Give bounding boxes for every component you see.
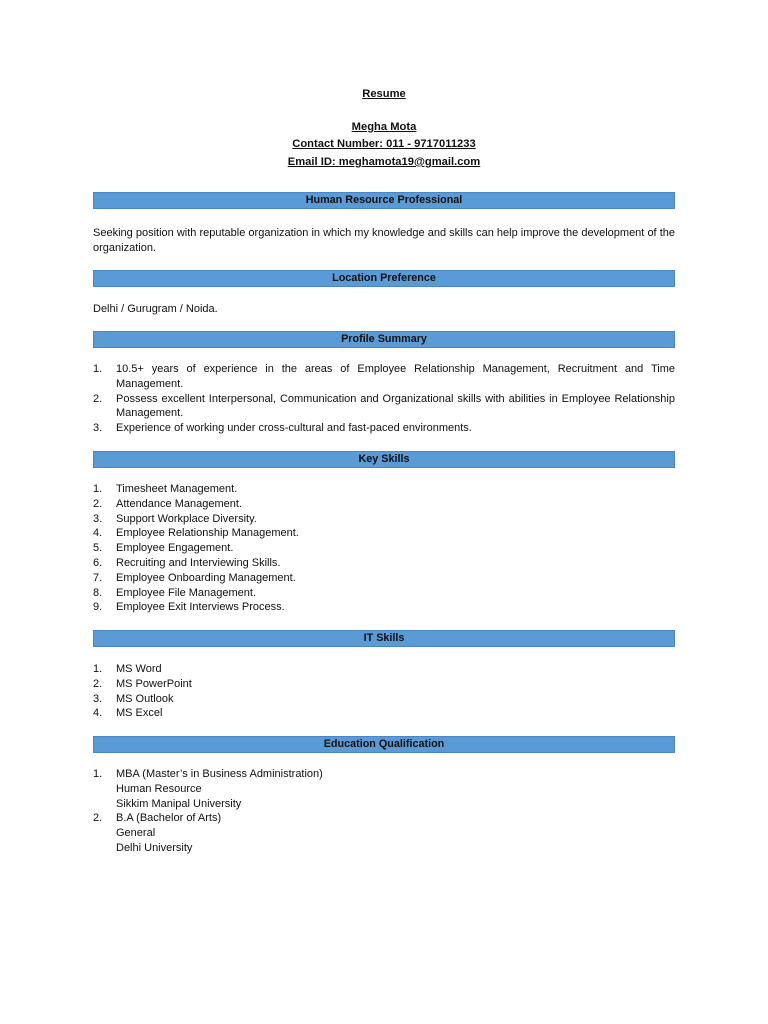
list-text: MS PowerPoint <box>116 677 192 690</box>
list-text: Employee Exit Interviews Process. <box>116 601 285 614</box>
institution-text: Delhi University <box>116 841 193 854</box>
list-item <box>93 421 675 436</box>
profile-summary-list <box>93 362 675 436</box>
list-text: Employee Relationship Management. <box>116 527 299 540</box>
section-heading-it-skills: IT Skills <box>93 630 675 647</box>
section-heading-education: Education Qualification <box>93 736 675 753</box>
section-heading-profile: Profile Summary <box>93 331 675 348</box>
list-item <box>93 362 675 392</box>
degree-text: B.A (Bachelor of Arts) <box>116 812 222 825</box>
list-number: 2. <box>93 677 103 690</box>
major-text: General <box>116 827 156 840</box>
list-number: 6. <box>93 556 103 569</box>
major-text: Human Resource <box>116 782 202 795</box>
list-text: Employee Engagement. <box>116 542 234 555</box>
list-item <box>93 662 675 677</box>
degree-text: MBA (Master’s in Business Administration) <box>116 768 323 780</box>
list-text: Attendance Management. <box>116 497 242 510</box>
list-number: 1. <box>93 768 103 780</box>
list-item <box>93 600 675 615</box>
list-text: MS Word <box>116 663 162 675</box>
list-number: 1. <box>93 663 103 675</box>
resume-title: Resume <box>362 88 406 100</box>
list-text: Possess excellent Interpersonal, Communication and Organizational skills with abilities in Employee Relationship Management. <box>116 392 675 420</box>
list-text: Timesheet Management. <box>116 483 238 495</box>
list-number: 2. <box>93 392 103 405</box>
list-item <box>93 392 675 422</box>
list-item <box>93 482 675 497</box>
list-text: Experience of working under cross-cultural and fast-paced environments. <box>116 422 472 435</box>
list-item <box>93 541 675 556</box>
contact-number: Contact Number: 011 - 9717011233 <box>292 138 476 150</box>
list-number: 3. <box>93 512 103 525</box>
list-number: 2. <box>93 497 103 510</box>
list-text: Support Workplace Diversity. <box>116 512 257 525</box>
list-item <box>93 706 675 721</box>
list-item <box>93 677 675 692</box>
objective-text: Seeking position with reputable organization in which my knowledge and skills can help improve the development of the organization. <box>93 227 675 254</box>
list-item <box>93 556 675 571</box>
list-item <box>93 692 675 707</box>
list-item <box>93 497 675 512</box>
list-number: 9. <box>93 601 103 614</box>
location-text: Delhi / Gurugram / Noida. <box>93 303 218 315</box>
section-heading-key-skills: Key Skills <box>93 451 675 468</box>
list-number: 1. <box>93 483 103 495</box>
section-heading-objective: Human Resource Professional <box>93 192 675 209</box>
institution-text: Sikkim Manipal University <box>116 797 242 810</box>
list-text: Employee File Management. <box>116 586 257 599</box>
education-list <box>93 767 675 856</box>
list-number: 7. <box>93 571 103 584</box>
email-id: Email ID: meghamota19@gmail.com <box>287 156 481 168</box>
list-text: 10.5+ years of experience in the areas of Employee Relationship Management, Recruitment and Time Management. <box>116 363 675 390</box>
list-item <box>93 586 675 601</box>
list-number: 3. <box>93 692 103 705</box>
list-text: MS Excel <box>116 707 163 720</box>
list-number: 4. <box>93 527 103 540</box>
list-item <box>93 526 675 541</box>
list-number: 1. <box>93 363 103 375</box>
key-skills-list <box>93 482 675 615</box>
list-item <box>93 512 675 527</box>
it-skills-list <box>93 662 675 721</box>
list-text: Recruiting and Interviewing Skills. <box>116 556 281 569</box>
list-number: 3. <box>93 422 103 435</box>
list-text: MS Outlook <box>116 692 174 705</box>
list-number: 4. <box>93 707 103 720</box>
list-item <box>93 571 675 586</box>
list-number: 2. <box>93 812 103 825</box>
list-text: Employee Onboarding Management. <box>116 571 296 584</box>
list-number: 8. <box>93 586 103 599</box>
list-item <box>93 767 675 811</box>
section-heading-location: Location Preference <box>93 270 675 287</box>
list-number: 5. <box>93 542 103 555</box>
candidate-name: Megha Mota <box>351 121 417 133</box>
list-item <box>93 811 675 855</box>
